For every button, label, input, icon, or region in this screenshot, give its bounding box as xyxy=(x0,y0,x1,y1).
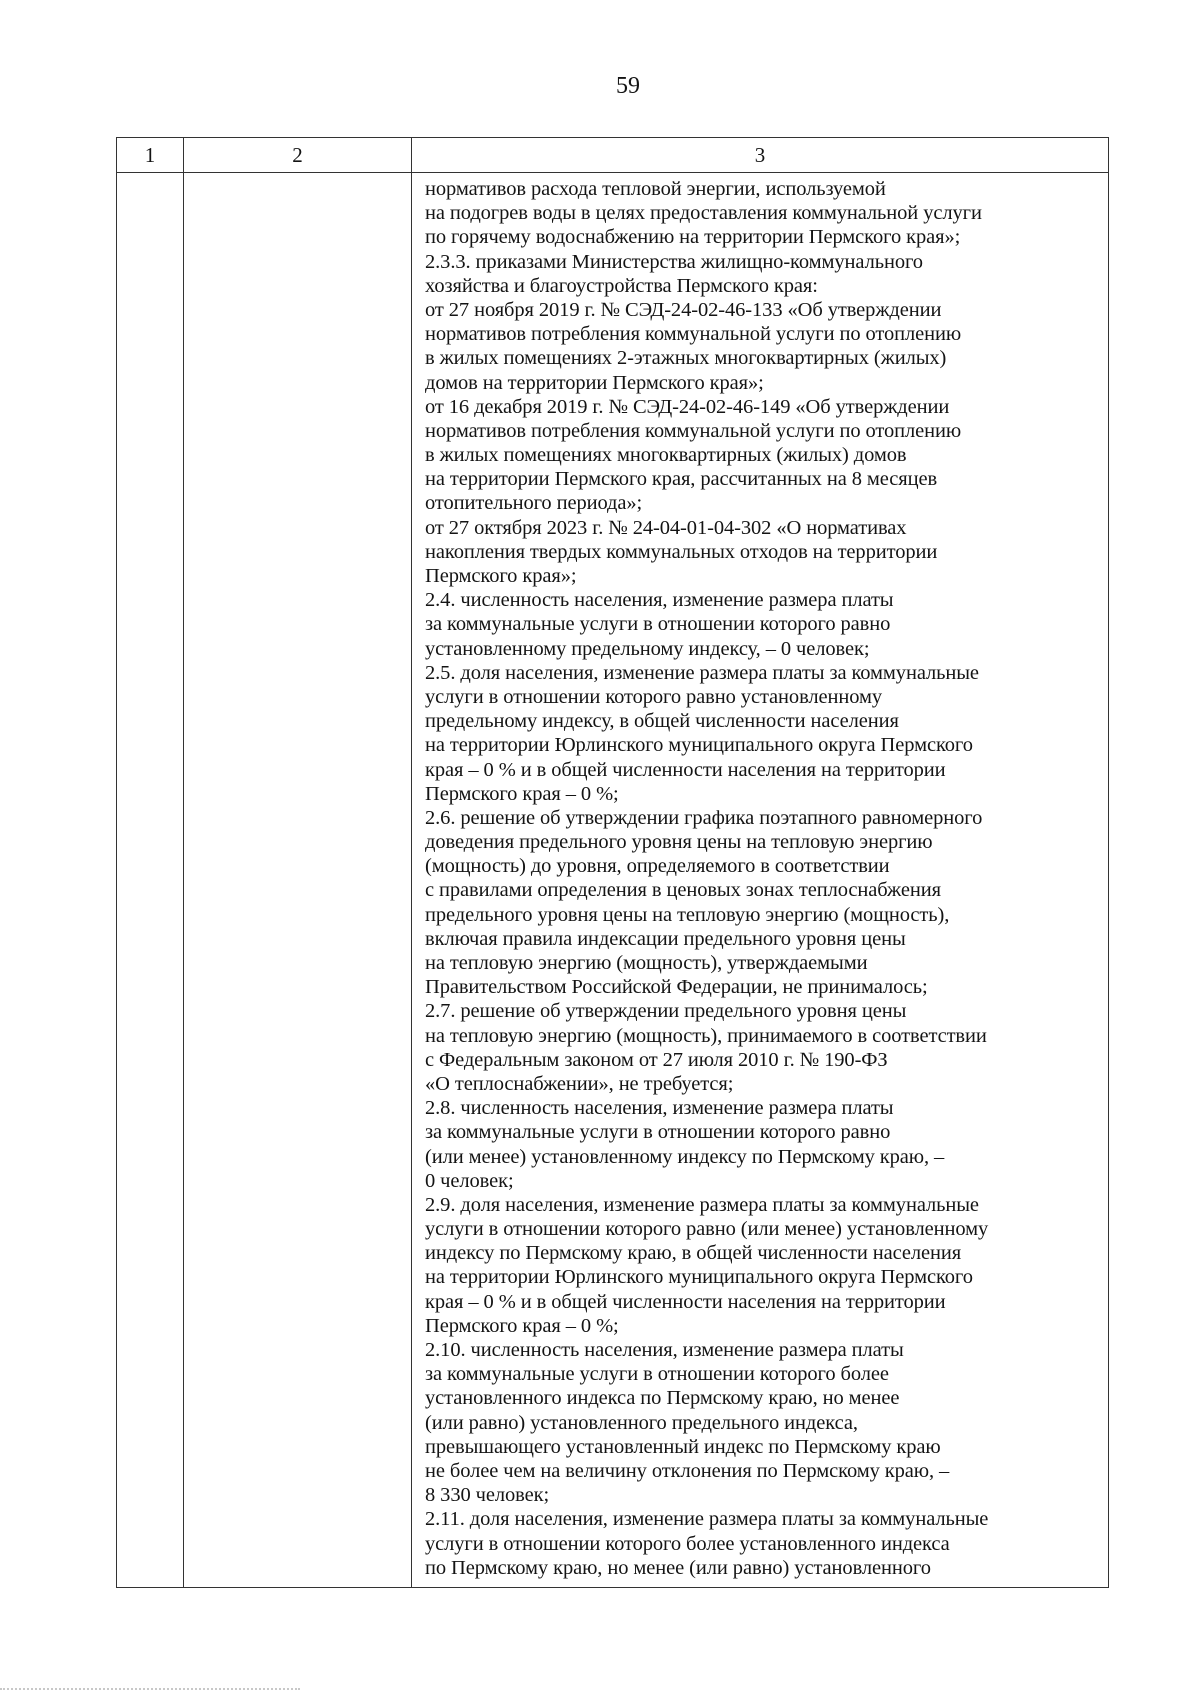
text-line: на территории Юрлинского муниципального округа Пермского xyxy=(425,734,973,757)
text-line: за коммунальные услуги в отношении которого более xyxy=(425,1363,889,1386)
text-line: Пермского края»; xyxy=(425,565,577,587)
text-line: за коммунальные услуги в отношении которого равно xyxy=(425,1121,891,1144)
text-line: Пермского края – 0 %; xyxy=(425,782,619,805)
text-line: 2.7. решение об утверждении предельного уровня цены xyxy=(425,1000,907,1023)
cell-column-2 xyxy=(184,173,412,1588)
column-header-2: 2 xyxy=(184,138,412,173)
text-line: домов на территории Пермского края»; xyxy=(425,371,764,394)
text-line: на подогрев воды в целях предоставления коммунальной услуги xyxy=(425,202,982,225)
text-line: услуги в отношении которого более установленного индекса xyxy=(425,1532,950,1555)
text-line: 2.6. решение об утверждении графика поэтапного равномерного xyxy=(425,806,983,829)
text-line: 2.4. численность населения, изменение размера платы xyxy=(425,589,894,612)
text-line: «О теплоснабжении», не требуется; xyxy=(425,1072,734,1095)
text-line: Пермского края – 0 %; xyxy=(425,1314,619,1337)
text-line: по Пермскому краю, но менее (или равно) установленного xyxy=(425,1556,931,1579)
text-line: 8 330 человек; xyxy=(425,1484,550,1507)
text-line: 2.9. доля населения, изменение размера платы за коммунальные xyxy=(425,1193,979,1216)
text-line: края – 0 % и в общей численности населения на территории xyxy=(425,758,946,781)
text-line: индексу по Пермскому краю, в общей численности населения xyxy=(425,1242,962,1265)
text-line: по горячему водоснабжению на территории Пермского края»; xyxy=(425,226,961,249)
text-line: 2.11. доля населения, изменение размера платы за коммунальные xyxy=(425,1508,989,1531)
text-line: края – 0 % и в общей численности населения на территории xyxy=(425,1290,946,1313)
text-line: за коммунальные услуги в отношении которого равно xyxy=(425,613,891,636)
text-line: отопительного периода»; xyxy=(425,492,643,515)
text-line: на тепловую энергию (мощность), утверждаемыми xyxy=(425,952,868,974)
text-line: предельному индексу, в общей численности населения xyxy=(425,710,899,733)
column-header-1: 1 xyxy=(117,138,184,173)
text-line: от 27 ноября 2019 г. № СЭД-24-02-46-133 «Об утверждении xyxy=(425,298,942,321)
text-line: накопления твердых коммунальных отходов на территории xyxy=(425,540,938,563)
text-line: на территории Пермского края, рассчитанных на 8 месяцев xyxy=(425,468,938,491)
text-line: доведения предельного уровня цены на тепловую энергию xyxy=(425,831,933,854)
document-table xyxy=(116,137,1109,1588)
text-line: предельного уровня цены на тепловую энергию (мощность), xyxy=(425,903,950,926)
text-line: (или менее) установленному индексу по Пермскому краю, – xyxy=(425,1145,945,1168)
text-line: Правительством Российской Федерации, не принималось; xyxy=(425,976,928,999)
text-line: 2.3.3. приказами Министерства жилищно-коммунального xyxy=(425,250,923,273)
text-line: в жилых помещениях многоквартирных (жилых) домов xyxy=(425,444,907,467)
text-line: не более чем на величину отклонения по Пермскому краю, – xyxy=(425,1459,950,1482)
text-line: установленного индекса по Пермскому краю, но менее xyxy=(425,1387,900,1410)
table-row xyxy=(117,173,1109,1588)
text-line: (или равно) установленного предельного индекса, xyxy=(425,1411,858,1434)
scan-edge-marks xyxy=(0,1688,300,1694)
text-line: в жилых помещениях 2-этажных многоквартирных (жилых) xyxy=(425,347,947,370)
column-header-3: 3 xyxy=(412,138,1109,173)
text-line: 2.8. численность населения, изменение размера платы xyxy=(425,1097,894,1120)
table-header-row xyxy=(117,138,1109,173)
text-line: установленному предельному индексу, – 0 человек; xyxy=(425,637,870,660)
text-line: (мощность) до уровня, определяемого в соответствии xyxy=(425,855,890,878)
text-line: превышающего установленный индекс по Пермскому краю xyxy=(425,1435,941,1458)
text-line: на территории Юрлинского муниципального округа Пермского xyxy=(425,1266,973,1289)
text-line: 2.5. доля населения, изменение размера платы за коммунальные xyxy=(425,661,979,684)
text-line: нормативов расхода тепловой энергии, используемой xyxy=(425,178,886,200)
cell-column-3 xyxy=(412,173,1109,1588)
text-line: нормативов потребления коммунальной услуги по отоплению xyxy=(425,323,962,346)
text-line: на тепловую энергию (мощность), принимаемого в соответствии xyxy=(425,1024,987,1047)
text-line: включая правила индексации предельного уровня цены xyxy=(425,927,906,950)
text-line: 0 человек; xyxy=(425,1169,514,1192)
text-line: 2.10. численность населения, изменение размера платы xyxy=(425,1339,904,1361)
page-number: 59 xyxy=(616,73,640,99)
text-line: с правилами определения в ценовых зонах теплоснабжения xyxy=(425,879,941,902)
text-line: от 27 октября 2023 г. № 24-04-01-04-302 «О нормативах xyxy=(425,516,907,539)
text-line: нормативов потребления коммунальной услуги по отоплению xyxy=(425,419,962,442)
text-line: услуги в отношении которого равно (или менее) установленному xyxy=(425,1218,989,1241)
text-line: услуги в отношении которого равно установленному xyxy=(425,685,883,708)
cell-column-1 xyxy=(117,173,184,1588)
text-line: от 16 декабря 2019 г. № СЭД-24-02-46-149 «Об утверждении xyxy=(425,395,950,418)
text-line: с Федеральным законом от 27 июля 2010 г. № 190-ФЗ xyxy=(425,1048,888,1071)
text-line: хозяйства и благоустройства Пермского края: xyxy=(425,274,818,297)
